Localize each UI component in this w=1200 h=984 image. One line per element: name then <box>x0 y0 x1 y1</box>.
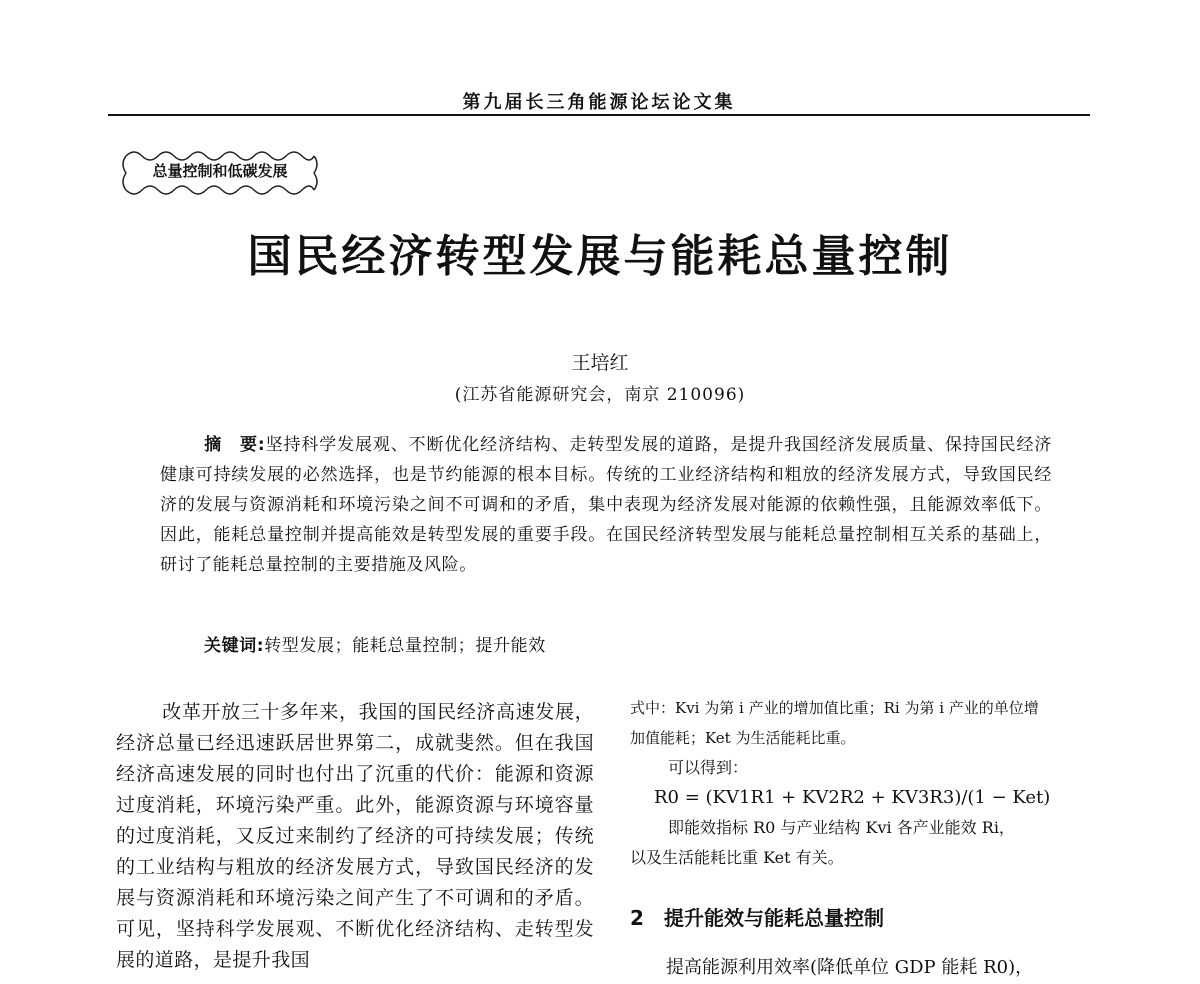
section-title: 提升能效与能耗总量控制 <box>664 906 884 930</box>
energy-efficiency-formula: R0 = (KV1R1 + KV2R2 + KV3R3)/(1 − Ket) <box>654 787 1051 808</box>
abstract-label: 摘 要: <box>204 435 266 455</box>
variable-note-line-2: 加值能耗；Ket 为生活能耗比重。 <box>630 729 856 747</box>
intro-paragraph: 改革开放三十多年来，我国的国民经济高速发展，经济总量已经迅速跃居世界第二，成就斐然。但在我国经济高速发展的同时也付出了沉重的代价：能源和资源过度消耗，环境污染严重。此外，能源资源与环境容量的过度消耗，又反过来制约了经济的可持续发展；传统的工业结构与粗放的经济发展方式，导致国民经济的发展与资源消耗和环境污染之间产生了不可调和的矛盾。可见，坚持科学发展观、不断优化经济结构、走转型发展的道路，是提升我国 <box>116 701 594 971</box>
author-affiliation: (江苏省能源研究会，南京 210096) <box>454 385 746 405</box>
section-paragraph-start: 提高能源利用效率(降低单位 GDP 能耗 R0)， <box>666 957 1034 978</box>
body-left-column <box>116 697 594 976</box>
header-rule <box>108 114 1090 116</box>
abstract <box>160 430 1052 580</box>
keywords-text: 转型发展；能耗总量控制；提升能效 <box>264 636 546 656</box>
author-name: 王培红 <box>571 352 629 374</box>
keywords <box>204 633 1052 659</box>
section-number: 2 <box>630 906 644 930</box>
running-header: 第九届长三角能源论坛论文集 <box>462 92 736 113</box>
variable-note-line-1: 式中：Kvi 为第 i 产业的增加值比重；Ri 为第 i 产业的单位增 <box>630 699 1039 717</box>
keywords-label: 关键词: <box>204 636 265 656</box>
body-right-column <box>630 693 1092 873</box>
paper-title: 国民经济转型发展与能耗总量控制 <box>247 231 953 282</box>
category-tag <box>120 146 318 198</box>
abstract-text: 坚持科学发展观、不断优化经济结构、走转型发展的道路，是提升我国经济发展质量、保持国民经济健康可持续发展的必然选择，也是节约能源的根本目标。传统的工业经济结构和粗放的经济发展方式，导致国民经济的发展与资源消耗和环境污染之间不可调和的矛盾，集中表现为经济发展对能源的依赖性强，且能源效率低下。因此，能耗总量控制并提高能效是转型发展的重要手段。在国民经济转型发展与能耗总量控制相互关系的基础上，研讨了能耗总量控制的主要措施及风险。 <box>160 435 1053 575</box>
obtain-line: 可以得到： <box>668 758 749 777</box>
section-heading <box>630 902 1092 931</box>
formula-explanation-line-1: 即能效指标 R0 与产业结构 Kvi 各产业能效 Ri， <box>668 818 1015 837</box>
category-tag-label: 总量控制和低碳发展 <box>152 162 288 180</box>
formula-explanation-line-2: 以及生活能耗比重 Ket 有关。 <box>630 848 844 867</box>
